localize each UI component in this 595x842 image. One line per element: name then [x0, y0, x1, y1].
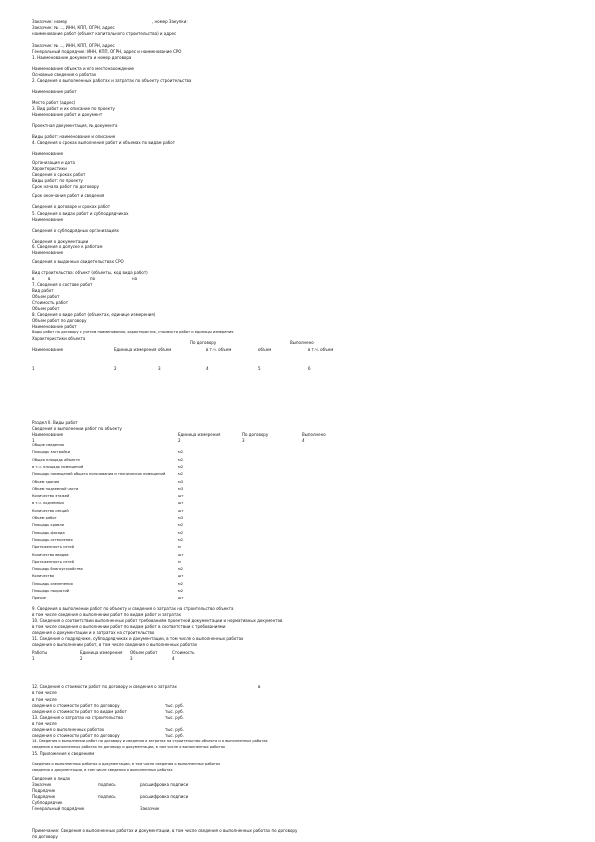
doc-line: Объем работ по договору	[32, 318, 87, 323]
doc-line: в том числе	[32, 721, 57, 726]
table2-row-label: Площадь кровли	[32, 523, 64, 528]
section-heading: 2. Сведения о выполненных работах и затратах по объекту строительства	[32, 78, 192, 83]
amount-unit: тыс. руб.	[165, 715, 184, 720]
table2-row-label: Площадь помещений общего пользования и технических помещений	[32, 472, 166, 477]
table2-row-unit: м2	[178, 581, 183, 586]
table3-col-number: 3	[130, 656, 133, 661]
signature-caption: подпись	[98, 794, 116, 799]
doc-line: Срок начала работ по договору	[32, 184, 99, 189]
table2-row-label: Площадь фасада	[32, 530, 65, 535]
table2-row-unit: м2	[178, 523, 183, 528]
doc-line: Генеральный подрядчик: ИНН, КПП, ОГРН, адрес и наименование СРО	[32, 49, 182, 54]
signature-role: Субподрядчик	[32, 800, 63, 805]
table2-row-unit: м2	[178, 530, 183, 535]
doc-line: Характеристики объекта	[32, 336, 86, 341]
table2-row-label: Протяженность сетей	[32, 559, 74, 564]
doc-line: сведения о выполненных работах	[32, 727, 105, 732]
doc-line: Наименование работ и документ	[32, 112, 103, 117]
doc-line: Сведения о выполненных работах и документации, в том числе сведения о выполненных работах	[32, 762, 221, 766]
doc-line: сведения о стоимости работ по видам работ	[32, 709, 127, 714]
doc-line: в том числе сведения о выполнении работ по видам работ в соответствии с требованиями	[32, 624, 226, 629]
table2-row-unit: м2	[178, 464, 183, 469]
doc-line: сведения о выполнении работ, в том числе сведения о выполненных работах	[32, 642, 198, 647]
signature-caption: расшифровка подписи	[140, 782, 189, 787]
table2-row-unit: шт	[178, 494, 184, 499]
table3-header: Работы	[32, 650, 48, 655]
table2-row-unit: м2	[178, 450, 183, 455]
doc-line: Виды работ: наименование и описание	[32, 134, 116, 139]
doc-line: 10. Сведения о соответствии выполненных работ требованиям проектной документации и нормативных документов	[32, 618, 283, 623]
signature-role: Заказчик	[32, 782, 52, 787]
doc-line: сведения о документации и о затратах на строительство	[32, 630, 155, 635]
section-heading: 7. Сведения о составе работ	[32, 282, 93, 287]
table2-row-label: Количество вводов	[32, 552, 69, 557]
table3-header: Стоимость	[172, 650, 195, 655]
signature-caption: подпись	[98, 782, 116, 787]
doc-line: Наименование работ	[32, 324, 77, 329]
doc-line: 14. Сведения о выполнении работ по договору и сведения о затратах на строительство объекта и о выполненных работах	[32, 739, 268, 743]
table2-row-unit: м2	[178, 567, 183, 572]
doc-line: в том числе	[32, 690, 57, 695]
doc-line: Характеристики	[32, 166, 67, 171]
table3-col-number: 1	[32, 656, 35, 661]
doc-line: Заказчик: № ..., ИНН, КПП, ОГРН, адрес	[32, 25, 115, 30]
footnote: Примечание: Сведения о выполненных работах и документации, в том числе сведения о выполненных работах по договору	[32, 828, 298, 833]
table2-row-label: Объем здания	[32, 479, 60, 484]
table2-row-label: Прочие	[32, 596, 46, 601]
signature-role: Генеральный подрядчик	[32, 806, 85, 811]
doc-line: Наименование	[32, 217, 64, 222]
doc-line: Вид строительства: объект (объекты, код вида работ)	[32, 270, 148, 275]
section-heading: 6. Сведения о допуске к работам	[32, 244, 103, 249]
table2-row-unit: м3	[178, 486, 183, 491]
table1-col-number: 5	[258, 366, 261, 371]
table2-header: Единица измерения	[178, 432, 221, 437]
table2-header: Выполнено	[302, 432, 326, 437]
table2-row-label: Объем работ	[32, 516, 57, 520]
table1-header: в т.ч. объем	[308, 347, 334, 352]
table1-col-number: 6	[308, 366, 311, 371]
table3-header: Объем работ	[130, 650, 158, 655]
table2-header: Наименование	[32, 432, 64, 437]
doc-line: сведения о стоимости работ по договору	[32, 703, 120, 708]
table2-row-label: Общая площадь объекта	[32, 457, 80, 462]
table1-col-number: 2	[114, 366, 117, 371]
table1-col-number: 4	[206, 366, 209, 371]
doc-line: Заказчик: № ..., ИНН, КПП, ОГРН, адрес	[32, 43, 115, 48]
table3-col-number: 4	[172, 656, 175, 661]
doc-line: Организация и дата	[32, 160, 75, 165]
doc-line: Сведения о субподрядных организациях	[32, 228, 119, 233]
table2-row-unit: м2	[178, 457, 183, 462]
doc-line: в	[48, 276, 51, 281]
doc-line: в	[32, 276, 35, 281]
table1-header: Наименование	[32, 347, 64, 352]
doc-line: в	[258, 684, 261, 689]
doc-line: Объем работ	[32, 294, 60, 299]
section-heading: 5. Сведения о видах работ и субподрядчиках	[32, 211, 129, 216]
doc-line: 11. Сведения о подрядчике, субподрядчиках и документации, в том числе о выполненных работах	[32, 636, 244, 641]
table2-row-label: Площадь застройки	[32, 450, 71, 455]
table3-header: Единица измерения	[80, 650, 123, 655]
table2-row-label: в т.ч. площадь помещений	[32, 464, 84, 469]
table1-header: объем	[258, 347, 272, 352]
table1-header: в т.ч. объем	[206, 347, 232, 352]
doc-line: Сведения о сроках работ	[32, 172, 86, 177]
table2-row-label: Количество секций	[32, 508, 69, 513]
table2-row-label: Объем подземной части	[32, 486, 79, 491]
table2-row-unit: м	[178, 545, 181, 550]
section-heading: Раздел II. Виды работ	[32, 420, 78, 425]
table2-row-unit: шт	[178, 501, 184, 506]
doc-line: сведения о стоимости работ по договору	[32, 733, 120, 738]
section-heading: 3. Вид работ и их описание по проекту	[32, 106, 115, 111]
table2-row-unit: шт	[178, 596, 184, 601]
header-customer-line: Заказчик: номер	[32, 19, 68, 24]
doc-line: на	[132, 276, 138, 281]
signature-role: Подрядчик	[32, 788, 56, 793]
doc-line: Сведения о лицах	[32, 776, 71, 781]
table2-row-label: Площадь озеленения	[32, 581, 73, 586]
table1-group-done: Выполнено	[290, 340, 314, 345]
table2-row-label: Площадь остекления	[32, 537, 73, 542]
table2-col-number: 3	[242, 438, 245, 443]
doc-line: Сведения о выданных свидетельствах СРО	[32, 259, 124, 264]
table2-row-unit: м2	[178, 537, 183, 542]
doc-line: Сведения о документации	[32, 239, 89, 244]
doc-line: Объем работ	[32, 306, 60, 311]
table2-row-label: Протяженность сетей	[32, 545, 74, 550]
doc-line: Сведения о договоре и сроках работ	[32, 204, 111, 209]
table2-row-unit: шт	[178, 552, 184, 557]
table1-col-number: 1	[32, 366, 35, 371]
section-heading: 8. Сведения о виде работ (объектах, единице измерения)	[32, 312, 156, 317]
doc-line: в том числе	[32, 697, 57, 702]
doc-line: по	[90, 276, 96, 281]
doc-line: Стоимость работ	[32, 300, 69, 305]
section-heading: 4. Сведения о сроках выполнения работ и объемах по видам работ	[32, 140, 176, 145]
doc-line: 12. Сведения о стоимости работ по договору и сведения о затратах	[32, 684, 177, 689]
doc-line: Виды работ по договору с учетом наименования, характеристик, стоимости работ и единицы измерения	[32, 330, 234, 334]
doc-line: 13. Сведения о затратах на строительство	[32, 715, 123, 720]
doc-line: Место работ (адрес)	[32, 100, 76, 105]
section-heading: 1. Наименование документа и номер договора	[32, 55, 132, 60]
doc-line: Срок окончания работ и сведения	[32, 193, 105, 198]
signature-role: Заказчик	[140, 806, 160, 811]
doc-line: сведения о выполненных работах по договору и документации, в том числе о выполненных работах	[32, 745, 226, 749]
table2-col-number: 1	[32, 438, 35, 443]
doc-line: Наименование работ	[32, 89, 77, 94]
amount-unit: тыс. руб.	[165, 703, 184, 708]
table2-row-unit: м3	[178, 516, 183, 520]
amount-unit: тыс. руб.	[165, 709, 184, 714]
table2-col-number: 2	[178, 438, 181, 443]
doc-line: Наименование	[32, 151, 64, 156]
table2-header: По договору	[242, 432, 269, 437]
signature-caption: расшифровка подписи	[140, 794, 189, 799]
table2-row-unit: м2	[178, 589, 183, 593]
doc-line: Наименование	[32, 250, 64, 255]
doc-line: Проектная документация, № документа	[32, 123, 118, 128]
amount-unit: тыс. руб.	[165, 733, 184, 738]
table2-row-label: в т.ч. подземных	[32, 501, 65, 506]
table1-col-number: 3	[158, 366, 161, 371]
doc-line: Вид работ	[32, 288, 54, 293]
table2-row-label: Общие сведения	[32, 443, 64, 447]
doc-line: наименование работ (объект капитального строительства) и адрес	[32, 31, 177, 36]
table1-header: объем	[158, 347, 172, 352]
table2-row-label: Количество	[32, 574, 55, 579]
table2-row-unit: м3	[178, 479, 183, 484]
doc-line: Сведения о выполнении работ по объекту	[32, 426, 122, 431]
signature-role: Подрядчик	[32, 794, 56, 799]
amount-unit: тыс. руб.	[165, 727, 184, 732]
header-purchase-number: , номер Закупки:	[152, 19, 188, 24]
table2-row-label: Площадь покрытий	[32, 589, 70, 593]
doc-line: Основные сведения о работах	[32, 72, 97, 77]
footnote: по договору	[32, 834, 58, 839]
table2-row-label: Количество этажей	[32, 494, 70, 499]
table3-col-number: 2	[80, 656, 83, 661]
doc-line: в том числе сведения о выполнении работ по видам работ и затратах	[32, 612, 182, 617]
doc-line: сведения о документации, в том числе сведения о выполненных работах	[32, 768, 173, 772]
table2-row-unit: м	[178, 559, 181, 564]
table2-row-unit: м2	[178, 472, 183, 477]
table2-col-number: 4	[302, 438, 305, 443]
table2-row-unit: шт	[178, 508, 184, 513]
table1-group-contract: По договору	[190, 340, 217, 345]
table1-header: Единица измерения	[114, 347, 157, 352]
table2-row-unit: шт	[178, 574, 184, 579]
section-heading: 15. Приложения к сведениям	[32, 751, 95, 756]
table2-row-label: Площадь благоустройства	[32, 567, 83, 572]
doc-line: 9. Сведения о выполнении работ по объекту и сведения о затратах на строительство объекта	[32, 606, 234, 611]
doc-line: Виды работ: по проекту	[32, 178, 83, 183]
doc-line: Наименование объекта и его местонахождение	[32, 66, 135, 71]
